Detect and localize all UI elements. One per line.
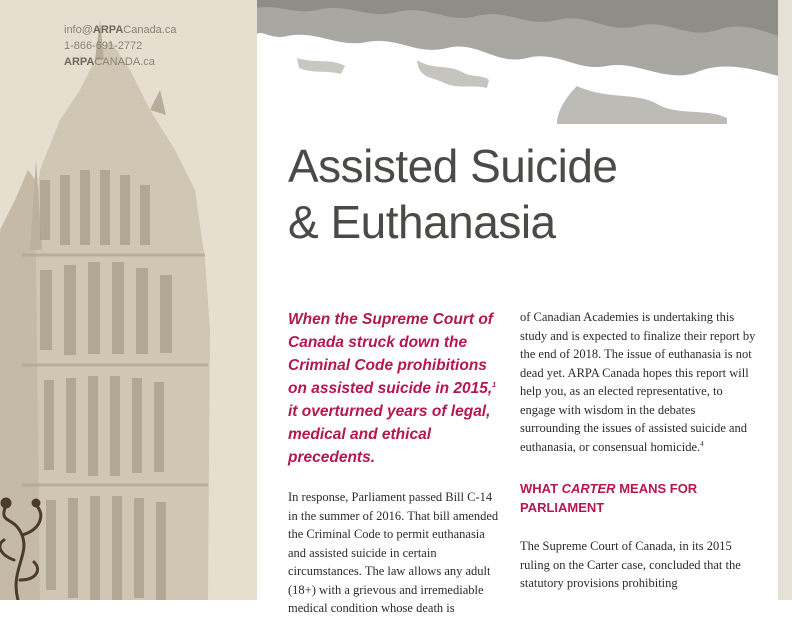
left-body-paragraph: In response, Parliament passed Bill C-14 in the summer of 2016. That bill amended the Criminal Code to permit euthanasia and assisted suicide in certain circumstances. The law allows any adult (18+) with a grievous and irremediable medical condition whose death is: [288, 490, 499, 615]
heading-before: WHAT: [520, 481, 562, 496]
left-column: [288, 308, 504, 618]
site-brand: ARPA: [64, 56, 95, 68]
email-brand: ARPA: [92, 24, 124, 36]
contact-phone: 1-866-691-2772: [64, 40, 143, 52]
section-heading: [520, 479, 756, 517]
contact-website[interactable]: [64, 54, 176, 70]
email-prefix: info@: [64, 24, 93, 36]
peace-tower-illustration: [0, 0, 257, 600]
heading-after: MEANS FOR PARLIAMENT: [520, 481, 698, 515]
section-body-paragraph: The Supreme Court of Canada, in its 2015 ruling on the Carter case, concluded that the statutory provisions prohibiting: [520, 539, 741, 590]
right-column: [520, 308, 756, 593]
right-footnote: 4: [700, 439, 704, 448]
contact-info: [64, 22, 176, 70]
header-texture-image: [257, 0, 792, 124]
contact-email[interactable]: [64, 22, 176, 38]
right-body-paragraph: [520, 308, 756, 456]
right-body-text: of Canadian Academies is undertaking this study and is expected to finalize their report by the end of 2018. The issue of euthanasia is not dead yet. ARPA Canada hopes this report will help you, as an elected representative, to engage with wisdom in the debates surrounding the issues of assisted suicide and euthanasia, or consensual homicide.: [520, 310, 756, 454]
title-line-2: & Euthanasia: [288, 196, 556, 248]
email-suffix: Canada.ca: [123, 24, 177, 36]
map-texture-graphic: [257, 0, 792, 124]
lead-paragraph: [288, 308, 504, 469]
lead-footnote: 1: [492, 381, 497, 389]
right-edge-strip: [778, 0, 792, 600]
cover-image-panel: [0, 0, 257, 600]
page-title: [288, 138, 768, 250]
lead-text-before: When the Supreme Court of Canada struck down the Criminal Code prohibitions on assisted suicide in 2015,: [288, 311, 493, 397]
lead-text-after: it overturned years of legal, medical and ethical precedents.: [288, 403, 491, 466]
heading-italic: CARTER: [561, 481, 616, 496]
title-line-1: Assisted Suicide: [288, 140, 618, 192]
site-suffix: CANADA.ca: [94, 56, 155, 68]
